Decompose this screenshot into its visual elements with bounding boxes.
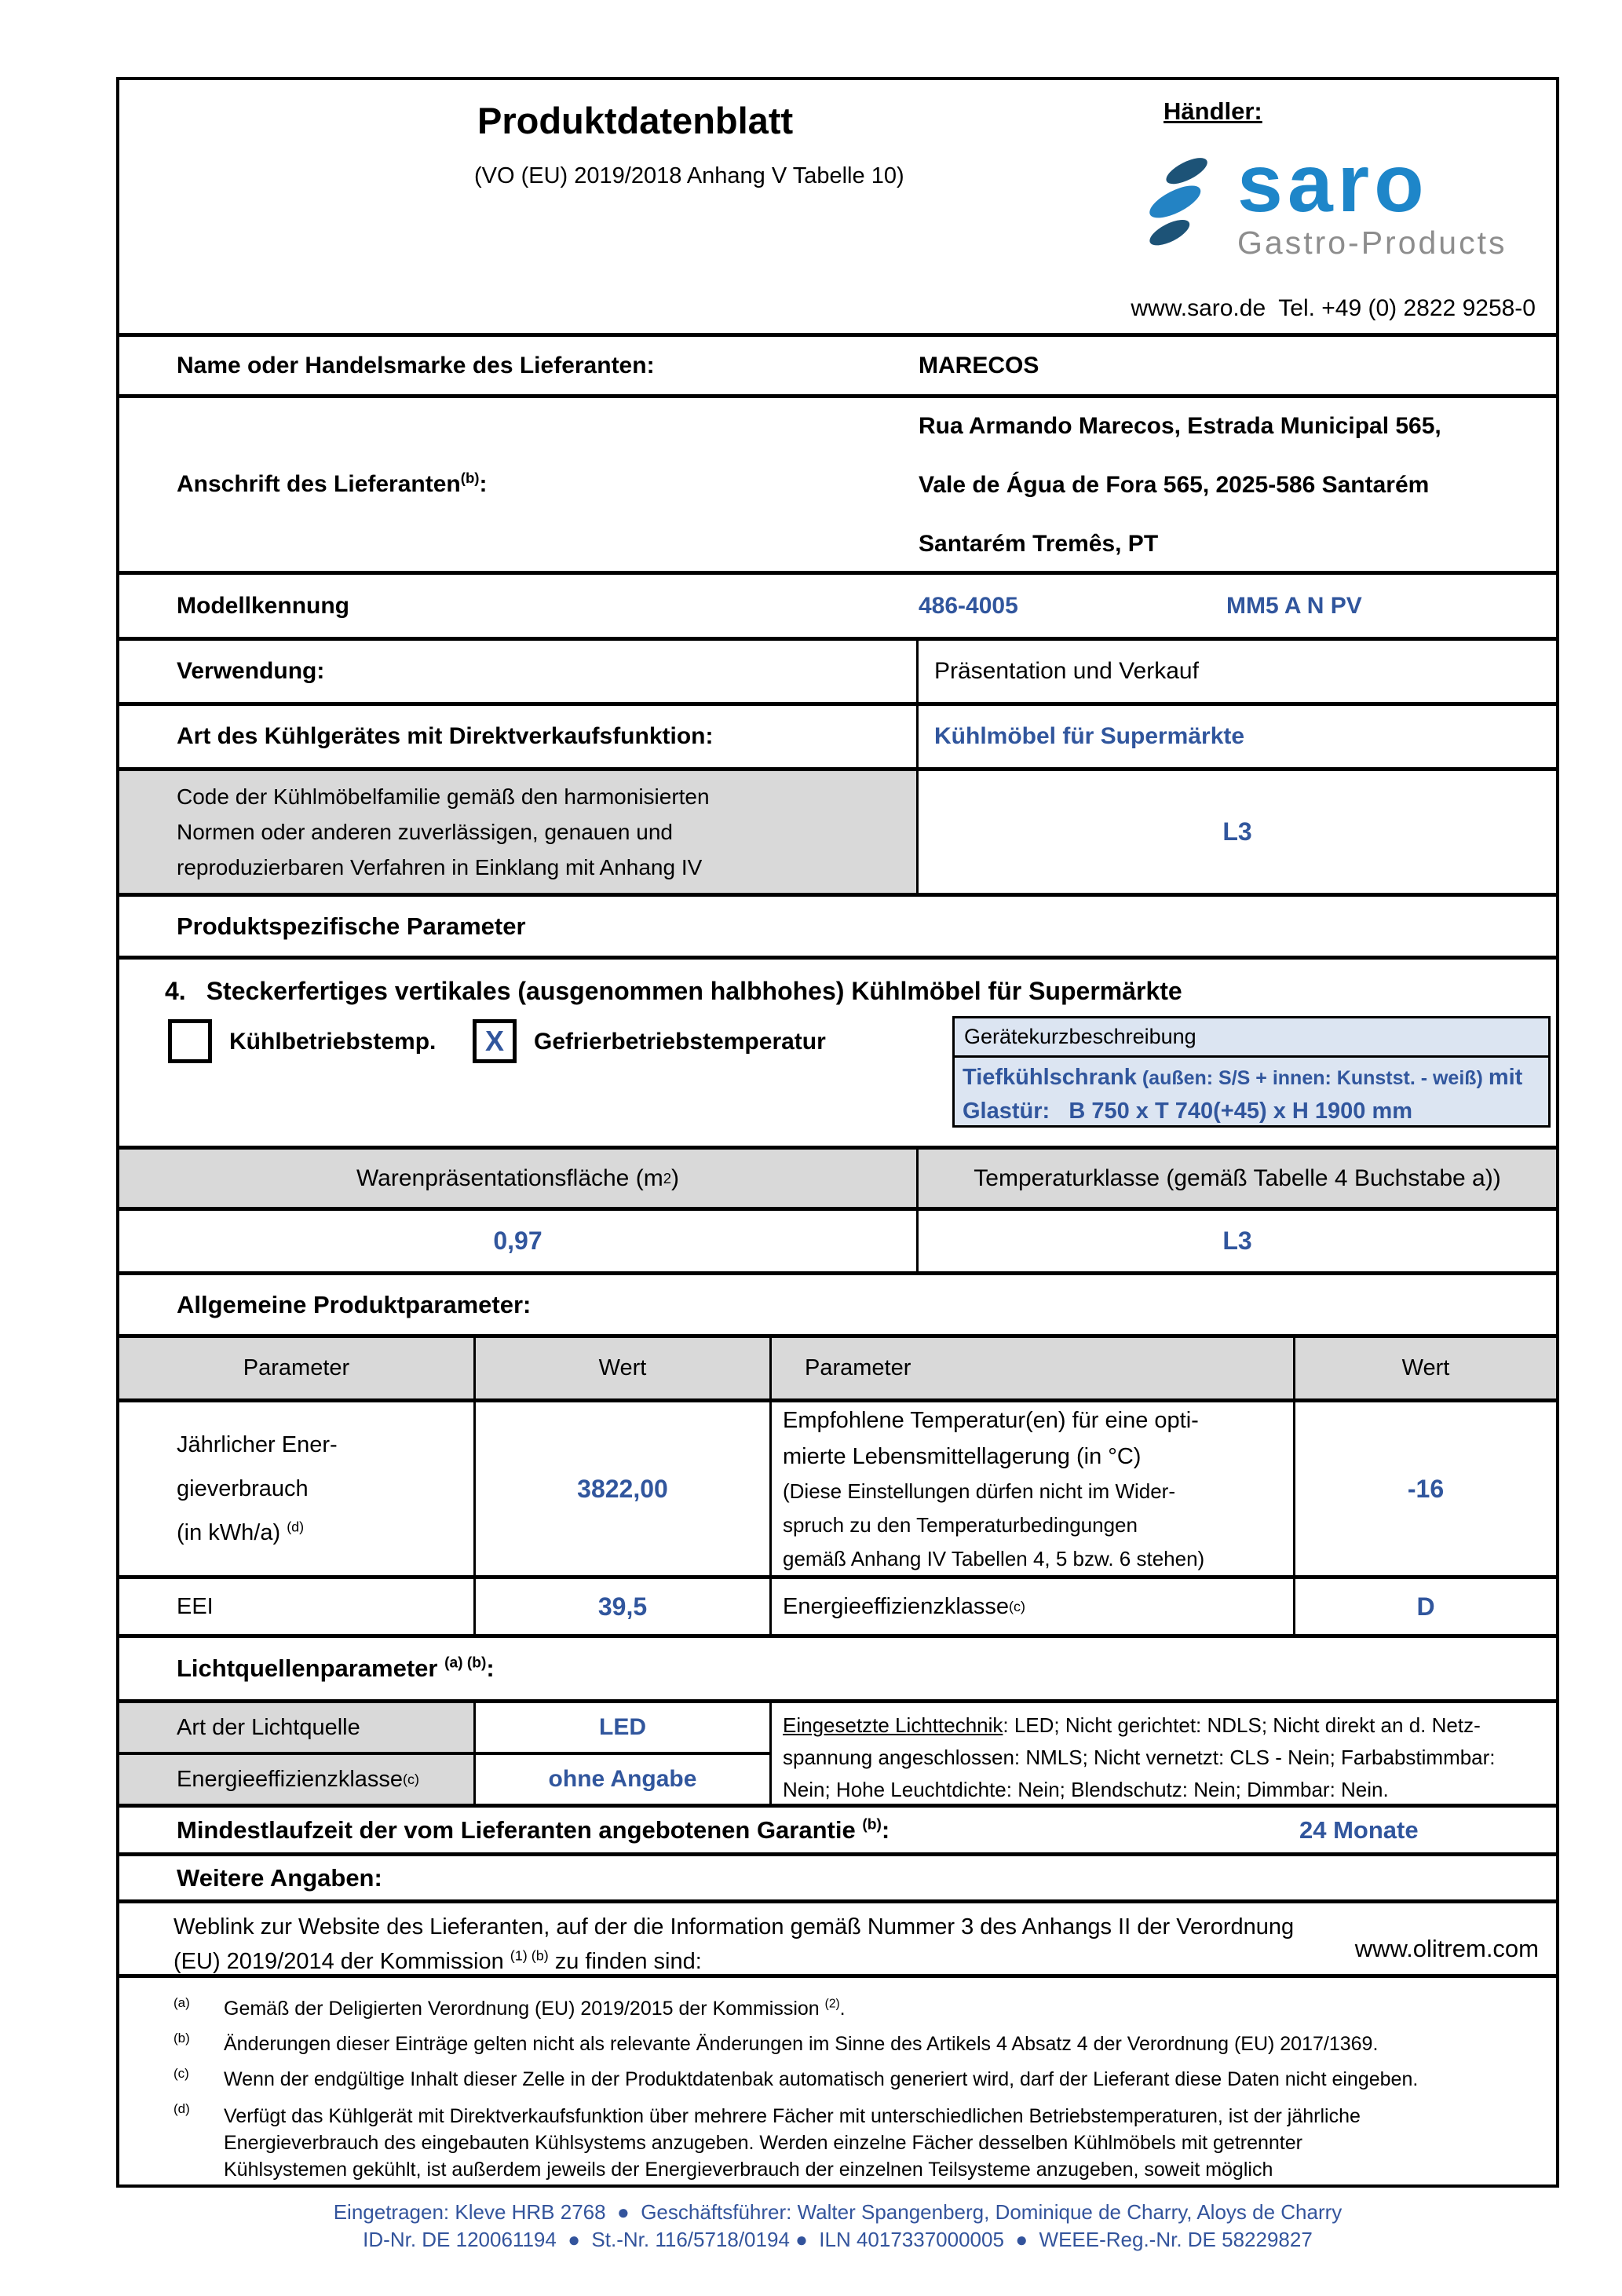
footnote-ref-d: (d): [287, 1519, 305, 1535]
energy-label: Jährlicher Ener- gieverbrauch (in kWh/a) $^{(d)}$: [177, 1432, 338, 1545]
device-type-value: Kühlmöbel für Supermärkte: [916, 706, 1556, 767]
product-specific-heading-row: [119, 897, 1556, 960]
col-header-parameter-1: Parameter: [119, 1338, 473, 1398]
checkbox-gefrierbetriebstemperatur-label: Gefrierbetriebstemperatur: [534, 1029, 826, 1055]
col-header-wert-2: Wert: [1293, 1338, 1556, 1398]
section4-title: 4. Steckerfertiges vertikales (ausgenommen halbhohes) Kühlmöbel für Supermärkte: [165, 977, 1182, 1005]
page-title: Produktdatenblatt: [477, 100, 794, 141]
footnote-c-marker: (c): [174, 2066, 189, 2081]
eei-row: [119, 1579, 1556, 1638]
model-label: Modellkennung: [177, 592, 349, 619]
light-source-type-value: LED: [473, 1703, 769, 1752]
supplier-name-value: MARECOS: [919, 352, 1039, 378]
footnote-ref-ab: (a) (b): [444, 1654, 487, 1672]
warranty-row: [119, 1808, 1556, 1856]
light-energy-class-row: [119, 1755, 769, 1804]
footnote-d: (d) Verfügt das Kühlgerät mit Direktverkaufsfunktion über mehrere Fächer mit unterschiedlichen Betriebstemperaturen, ist der jährliche Energieverbrauch des eingebauten Kühlsystems anzugeben. Werden einzelne Fächer desselben Kühlmöbels mit getrennter Kühlsystemen gekühlt, ist außerdem jeweils der Energieverbrauch der einzelnen Teilsysteme anzugeben, soweit möglich: [119, 2103, 1556, 2183]
presentation-header-row: [119, 1150, 1556, 1211]
model-variant: MM5 A N PV: [1226, 592, 1362, 619]
dealer-label: Händler:: [1164, 97, 1262, 125]
energy-value: 3822,00: [473, 1402, 769, 1575]
device-type-row: [119, 706, 1556, 771]
logo-text: [1237, 138, 1507, 261]
device-type-label: Art des Kühlgerätes mit Direktverkaufsfunktion:: [177, 723, 714, 749]
header-row: [119, 80, 1556, 337]
regulation-subtitle: (VO (EU) 2019/2018 Anhang V Tabelle 10): [474, 163, 904, 188]
device-description-header: Gerätekurzbeschreibung: [955, 1018, 1548, 1058]
light-left-columns: [119, 1703, 769, 1804]
section4-number: 4.: [165, 977, 186, 1005]
usage-row: [119, 641, 1556, 706]
presentation-area-label: Warenpräsentationsfläche (m 2 ): [119, 1150, 916, 1207]
supplier-website-url: www.olitrem.com: [1354, 1935, 1539, 1962]
presentation-values-row: [119, 1211, 1556, 1275]
recommended-temp-value: -16: [1293, 1402, 1556, 1575]
weblink-text: Weblink zur Website des Lieferanten, auf der die Information gemäß Nummer 3 des Anhangs II der Verordnung (EU) 2019/2014 der Kommission $^{(1) (b)}$ zu finden sind:: [174, 1914, 1295, 1974]
footnote-ref-1b: (1) (b): [510, 1947, 549, 1964]
supplier-address-row: [119, 398, 1556, 575]
footer-registration-line: Eingetragen: Kleve HRB 2768 ● Geschäftsführer: Walter Spangenberg, Dominique de Charry, Aloys de Charry: [333, 2200, 1343, 2224]
checkbox-kuehlbetriebstemp: [168, 1019, 212, 1063]
section4-row: [119, 960, 1556, 1150]
footnote-c: (c) Wenn der endgültige Inhalt dieser Zelle in der Produktdatenbak automatisch generiert wird, darf der Lieferant diese Daten nicht eingeben.: [119, 2067, 1556, 2091]
footer-ids-line: ID-Nr. DE 120061194 ● St.-Nr. 116/5718/0194 ● ILN 4017337000005 ● WEEE-Reg.-Nr. DE 58229827: [363, 2228, 1313, 2251]
family-code-label: Code der Kühlmöbelfamilie gemäß den harmonisierten Normen oder anderen zuverlässigen, genauen und reproduzierbaren Verfahren in Einklang mit Anhang IV: [119, 771, 916, 893]
table-column-header-row: [119, 1338, 1556, 1402]
weblink-row: [119, 1903, 1556, 1978]
general-params-heading-row: [119, 1275, 1556, 1338]
saro-logo-icon: [1142, 154, 1217, 254]
warranty-label: Mindestlaufzeit der vom Lieferanten angebotenen Garantie $^{(b)}$:: [177, 1815, 890, 1844]
device-description-content: Tiefkühlschrank (außen: S/S + innen: Kunstst. - weiß) mit Glastür: B 750 x T 740(+45) x H 1900 mm: [963, 1065, 1523, 1124]
more-info-heading-row: [119, 1856, 1556, 1903]
col-header-wert-1: Wert: [473, 1338, 769, 1398]
company-footer: [116, 2199, 1559, 2254]
logo-brand: saro: [1237, 138, 1429, 229]
footnotes-section: [119, 1978, 1556, 2184]
light-params-heading: Lichtquellenparameter $^{(a) (b)}$:: [177, 1654, 495, 1682]
temperature-class-label: Temperaturklasse (gemäß Tabelle 4 Buchstabe a)): [916, 1150, 1556, 1207]
eei-value: 39,5: [473, 1579, 769, 1634]
footnote-b: (b) Änderungen dieser Einträge gelten nicht als relevante Änderungen im Sinne des Artikels 4 Absatz 4 der Verordnung (EU) 2017/1369.: [119, 2032, 1556, 2056]
light-params-heading-row: [119, 1638, 1556, 1703]
datasheet-table: [116, 77, 1559, 2188]
model-row: [119, 575, 1556, 641]
saro-logo: [1142, 138, 1507, 261]
light-source-type-row: [119, 1703, 769, 1755]
footnote-ref-b: (b): [862, 1816, 882, 1834]
model-number: 486-4005: [919, 592, 1018, 619]
light-energy-class-label: Energieeffizienzklasse (c): [119, 1755, 473, 1804]
checkbox-gefrierbetriebstemperatur: [473, 1019, 517, 1063]
device-description-box: [952, 1016, 1551, 1128]
eei-label: EEI: [177, 1593, 214, 1619]
footnote-b-marker: (b): [174, 2031, 190, 2046]
footnote-ref-b: (b): [460, 470, 480, 486]
recommended-temp-label: Empfohlene Temperatur(en) für eine opti- mierte Lebensmittellagerung (in °C) (Diese Einstellungen dürfen nicht im Wider- spruch zu den Temperaturbedingungen gemäß Anhang IV Tabellen 4, 5 bzw. 6 stehen): [769, 1402, 1293, 1575]
col-header-parameter-2: Parameter: [769, 1338, 1293, 1398]
presentation-area-value: 0,97: [493, 1227, 542, 1255]
more-info-heading: Weitere Angaben:: [177, 1863, 382, 1892]
footnote-a: (a) Gemäß der Deligierten Verordnung (EU) 2019/2015 der Kommission $^{(2)}$.: [119, 1997, 1556, 2020]
energy-row: [119, 1402, 1556, 1579]
energy-class-label: Energieeffizienzklasse (c): [769, 1579, 1293, 1634]
light-source-type-label: Art der Lichtquelle: [119, 1703, 473, 1752]
logo-tagline: Gastro-Products: [1237, 225, 1507, 261]
checkbox-kuehlbetriebstemp-label: Kühlbetriebstemp.: [229, 1029, 437, 1055]
temperature-class-value: L3: [916, 1211, 1556, 1271]
light-technology-cell: Eingesetzte Lichttechnik: LED; Nicht gerichtet: NDLS; Nicht direkt an d. Netz- spannung angeschlossen: NMLS; Nicht vernetzt: CLS - Nein; Farbabstimmbar: Nein; Hohe Leuchtdichte: Nein; Blendschutz: Nein; Dimmbar: Nein.: [769, 1703, 1556, 1804]
product-specific-heading: Produktspezifische Parameter: [177, 912, 526, 940]
light-energy-class-value: ohne Angabe: [473, 1755, 769, 1804]
supplier-name-row: [119, 337, 1556, 398]
family-code-row: [119, 771, 1556, 897]
supplier-address-value: [919, 397, 1441, 573]
general-params-heading: Allgemeine Produktparameter:: [177, 1290, 532, 1318]
usage-value: Präsentation und Verkauf: [916, 641, 1556, 702]
footnote-a-marker: (a): [174, 1995, 190, 2010]
address-line: Santarém Tremês, PT: [919, 530, 1159, 557]
light-source-rows: [119, 1703, 1556, 1808]
energy-class-value: D: [1293, 1579, 1556, 1634]
light-tech-underlined: Eingesetzte Lichttechnik: [783, 1713, 1003, 1737]
supplier-name-label: Name oder Handelsmarke des Lieferanten:: [177, 352, 655, 378]
address-line: Vale de Água de Fora 565, 2025-586 Santarém: [919, 471, 1430, 498]
checkbox-x-mark: X: [484, 1025, 504, 1057]
vendor-contact: www.saro.de Tel. +49 (0) 2822 9258-0: [1131, 295, 1536, 321]
family-code-value: L3: [916, 771, 1556, 893]
address-line: Rua Armando Marecos, Estrada Municipal 565,: [919, 412, 1441, 439]
usage-label: Verwendung:: [177, 658, 325, 684]
warranty-value: 24 Monate: [1299, 1815, 1419, 1844]
supplier-address-label: Anschrift des Lieferanten$^{(b)}$:: [177, 470, 488, 497]
footnote-d-marker: (d): [174, 2101, 190, 2116]
